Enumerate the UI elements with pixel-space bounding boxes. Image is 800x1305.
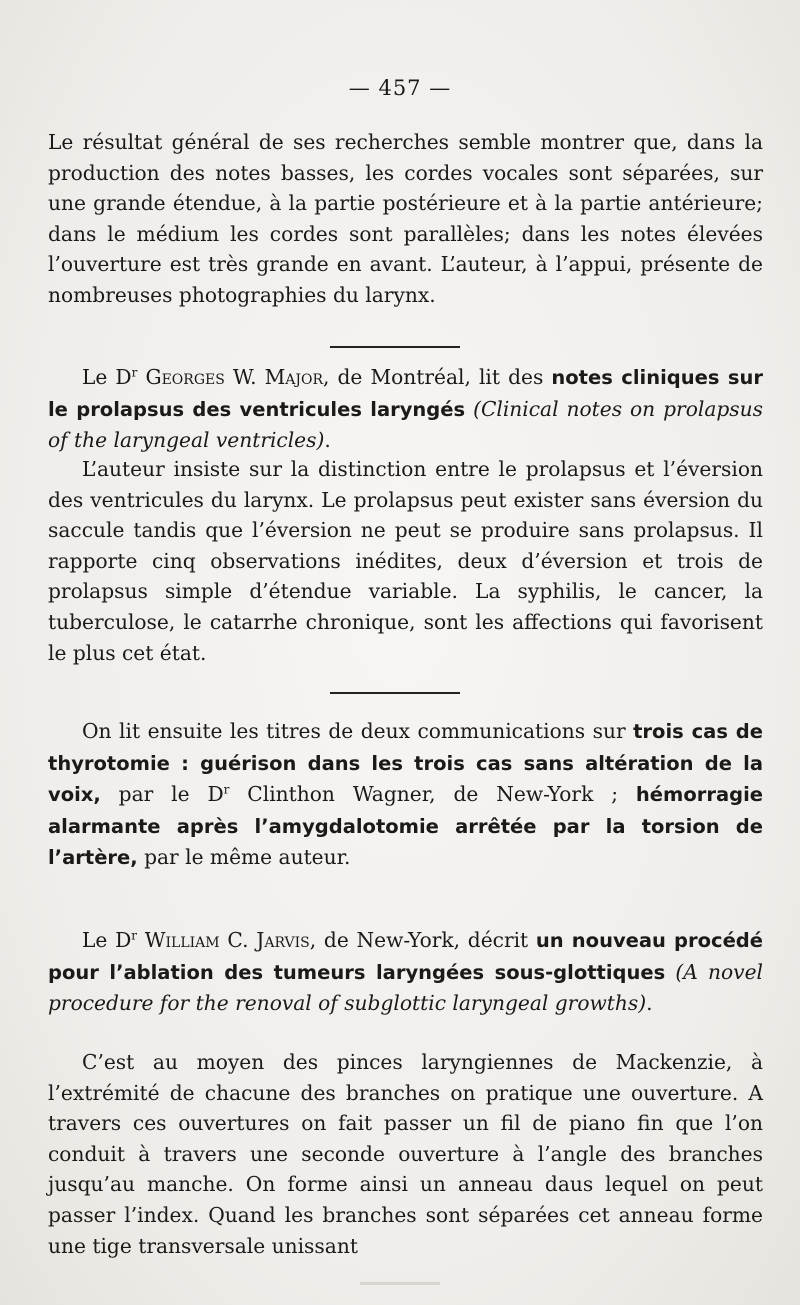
paragraph-6-text: C’est au moyen des pinces laryngiennes de Mackenzie, à l’extrémité de chacune des branches on pratique une ouverture. A travers ces ouvertures on fait passer un fil de piano fin que l’on conduit à travers une seconde ouverture à l’angle des branches jusqu’au manche. On forme ainsi un anneau daus lequel on peut passer l’index. Quand les branches sont séparées cet anneau forme une tige transversale unissant — [48, 1050, 763, 1258]
paragraph-3-text: L’auteur insiste sur la distinction entre le prolapsus et l’éversion des ventricules du larynx. Le prolapsus peut exister sans éversion du saccule tandis que l’éversion ne peut se produire sans prolapsus. Il rapporte cinq observations inédites, deux d’éversion et trois de prolapsus simple d’étendue variable. La syphilis, le cancer, la tuberculose, le catarrhe chronique, sont les affections qui favorisent le plus cet état. — [48, 457, 763, 665]
paragraph-1-text: Le résultat général de ses recherches semble montrer que, dans la production des notes basses, les cordes vocales sont séparées, sur une grande étendue, à la partie postérieure et à la partie antérieure; dans le médium les cordes sont parallèles; dans les notes élevées l’ouverture est très grande en avant. L’auteur, à l’appui, présente de nombreuses photographies du larynx. — [48, 130, 763, 307]
communication-title-english: (Clinical notes on prolapsus of the laryngeal ventricles) — [48, 396, 763, 453]
communication-title-1: trois cas de thyrotomie : guérison dans les trois cas sans altération de la voix, — [48, 720, 763, 807]
doctor-prefix-sup: r — [131, 365, 138, 380]
footer-ornament — [360, 1282, 440, 1285]
paragraph-4-mid1: par le D — [100, 782, 224, 807]
paragraph-5-mid: , de New-York, décrit — [309, 928, 536, 952]
paragraph-4 — [48, 716, 763, 874]
doctor-prefix-sup: r — [223, 782, 230, 797]
paragraph-2-end: . — [324, 428, 331, 453]
paragraph-4-end: par le même auteur. — [137, 845, 351, 870]
author-name: Georges W. Major — [145, 365, 324, 389]
paragraph-2-mid: , de Montréal, lit des — [323, 365, 552, 389]
paragraph-2-text — [48, 362, 763, 456]
section-divider-1 — [330, 346, 460, 348]
paragraph-4-mid2: Clinthon Wagner, de New-York ; — [229, 782, 636, 807]
communication-title-2: hémorragie alarmante après l’amygdalotomie arrêtée par la torsion de l’artère, — [48, 783, 763, 870]
paragraph-2 — [48, 362, 763, 456]
paragraph-3 — [48, 454, 763, 668]
paragraph-6 — [48, 1047, 763, 1261]
page-number: — 457 — — [348, 76, 452, 100]
communication-title-english: (A novel procedure for the renoval of subglottic laryngeal growths) — [48, 959, 763, 1016]
doctor-prefix: Le D — [82, 365, 132, 389]
communication-title: notes cliniques sur le prolapsus des ventricules laryngés — [48, 366, 763, 421]
paragraph-5-end: . — [646, 991, 653, 1016]
paragraph-5-text — [48, 925, 763, 1019]
section-divider-2 — [330, 692, 460, 694]
paragraph-1 — [48, 127, 763, 311]
paragraph-4-pre: On lit ensuite les titres de deux communications sur — [82, 719, 634, 743]
communication-title: un nouveau procédé pour l’ablation des tumeurs laryngées sous-glottiques — [48, 929, 763, 984]
author-name: William C. Jarvis — [144, 928, 310, 952]
paragraph-4-text — [48, 716, 763, 874]
doctor-prefix: Le D — [82, 928, 132, 952]
paragraph-5 — [48, 925, 763, 1019]
doctor-prefix-sup: r — [131, 928, 138, 943]
